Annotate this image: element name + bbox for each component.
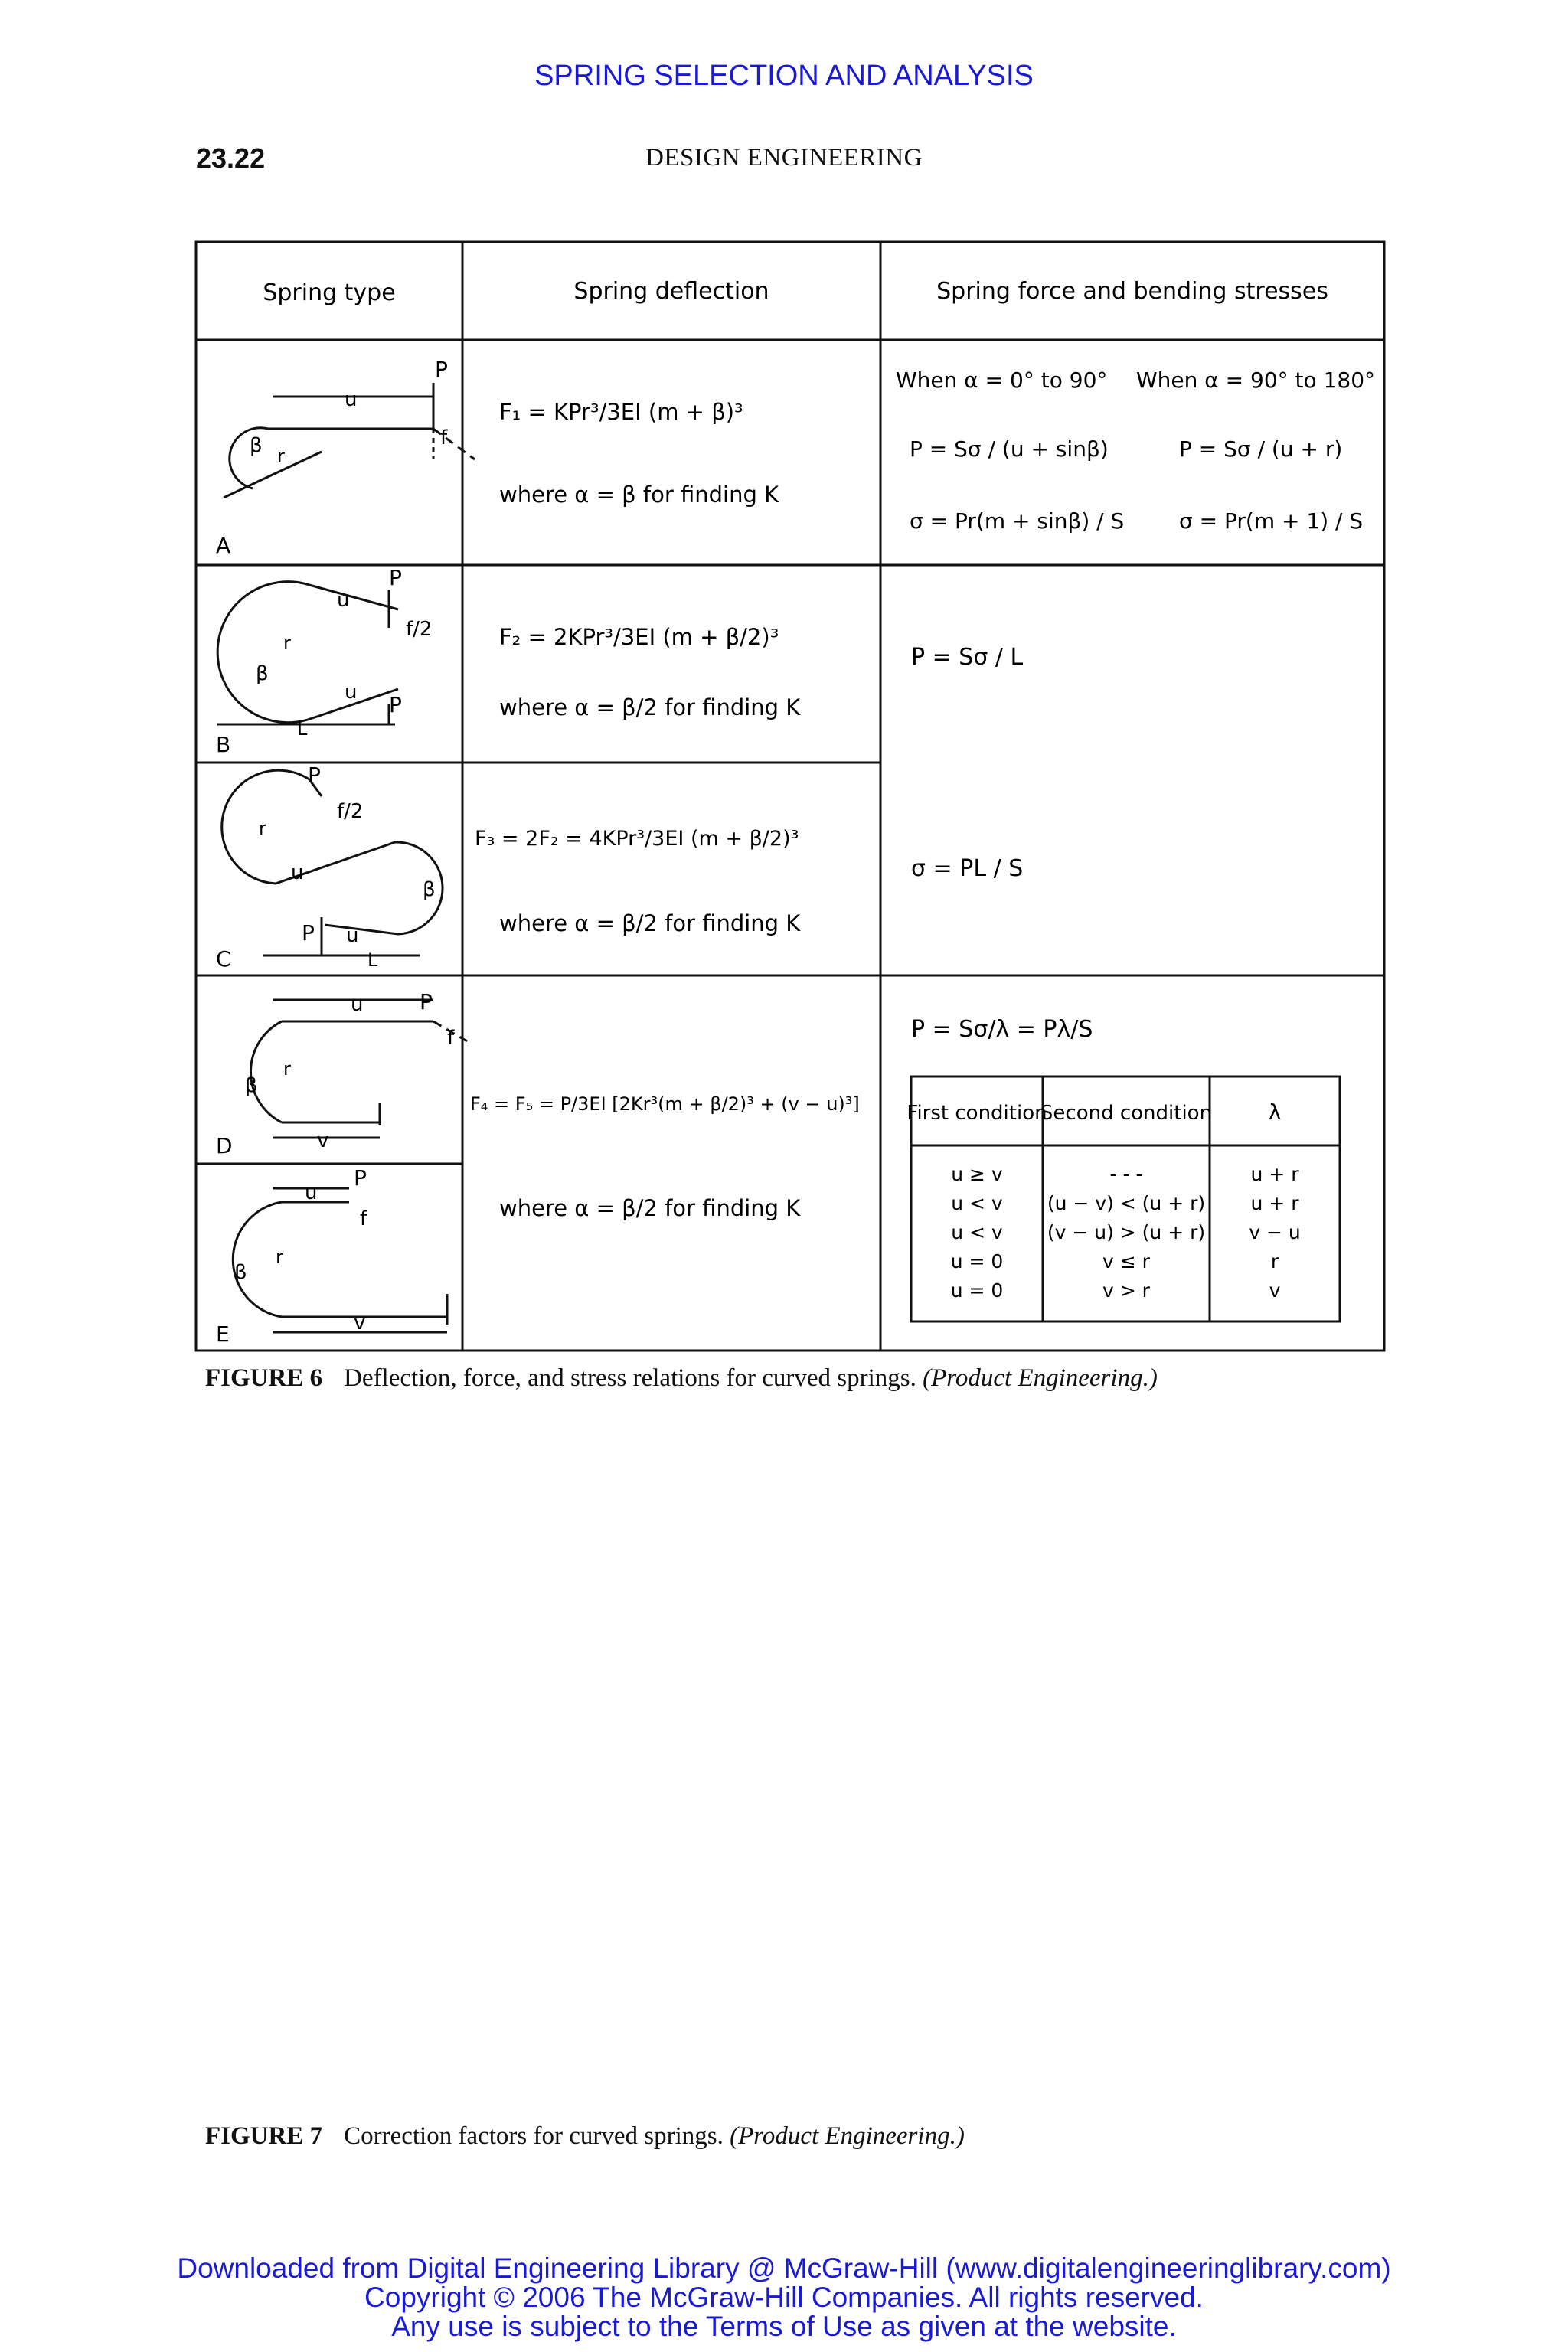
diagram-c-label-f2: f/2	[337, 800, 364, 823]
diagram-d-label-f: f	[447, 1027, 455, 1050]
diagram-d-label-u: u	[351, 993, 364, 1016]
figure-6-caption-text: Deflection, force, and stress relations for curved springs.	[344, 1364, 916, 1392]
diagram-a-label-p: P	[435, 357, 448, 382]
row-label-b: B	[216, 732, 231, 757]
figure-6-caption-source: (Product Engineering.)	[923, 1364, 1158, 1392]
diagram-c-label-l: L	[368, 949, 378, 971]
force-a-right-sigma: σ = Pr(m + 1) / S	[1179, 508, 1364, 534]
lambda-table-cell: u = 0	[950, 1250, 1004, 1272]
diagram-c-label-u-top: u	[291, 861, 304, 884]
lambda-head-lambda: λ	[1268, 1099, 1282, 1125]
force-a-right-p: P = Sσ / (u + r)	[1179, 436, 1343, 462]
diagram-e-label-r: r	[276, 1246, 283, 1268]
diagram-b-label-r: r	[283, 632, 291, 654]
diagram-b-label-f2: f/2	[406, 618, 433, 641]
diagram-a-label-u: u	[345, 388, 358, 411]
deflection-e-note: where α = β/2 for finding K	[499, 1195, 801, 1221]
footer-terms: Any use is subject to the Terms of Use as given at the website.	[391, 2311, 1177, 2342]
lambda-table-cell: u + r	[1250, 1192, 1299, 1214]
lambda-table-cell: (v − u) > (u + r)	[1047, 1221, 1206, 1243]
diagram-e-label-p: P	[354, 1165, 367, 1191]
deflection-c-note: where α = β/2 for finding K	[499, 910, 801, 936]
deflection-c: F₃ = 2F₂ = 4KPr³/3EI (m + β/2)³	[475, 827, 799, 851]
lambda-table-cell: r	[1270, 1250, 1279, 1272]
diagram-c-label-r: r	[259, 818, 266, 839]
figure-7-caption	[205, 2122, 1400, 2151]
footer	[0, 2254, 1568, 2341]
section-head: DESIGN ENGINEERING	[645, 144, 923, 172]
row-label-c: C	[216, 946, 231, 972]
row-label-a: A	[216, 533, 231, 558]
figure-6-caption	[205, 1364, 1400, 1393]
figure-7-caption-label: FIGURE 7	[205, 2122, 323, 2150]
figure-7-caption-text: Correction factors for curved springs.	[344, 2122, 724, 2150]
lambda-table-cell: v − u	[1249, 1221, 1301, 1243]
diagram-e-label-u: u	[305, 1181, 318, 1204]
footer-download-link[interactable]: Downloaded from Digital Engineering Library @ McGraw-Hill (www.digitalengineeringlibrary.com)	[177, 2252, 1391, 2284]
diagram-d-label-v: v	[317, 1129, 329, 1152]
lambda-head-second: Second condition	[1040, 1102, 1213, 1125]
diagram-e-label-beta: β	[234, 1261, 247, 1284]
page-number: 23.22	[196, 142, 266, 174]
lambda-table-cell: u ≥ v	[951, 1163, 1003, 1185]
lambda-table-cell: v	[1269, 1279, 1281, 1302]
row-label-e: E	[216, 1321, 230, 1347]
diagram-c-label-u-bottom: u	[346, 924, 359, 947]
diagram-b-label-u-top: u	[337, 589, 350, 612]
footer-copyright: Copyright © 2006 The McGraw-Hill Companies. All rights reserved.	[364, 2282, 1204, 2313]
deflection-b: F₂ = 2KPr³/3EI (m + β/2)³	[499, 624, 779, 650]
force-a-left-head: When α = 0° to 90°	[896, 368, 1108, 393]
diagram-d-label-r: r	[283, 1058, 291, 1080]
spring-diagram-b	[217, 582, 398, 724]
diagram-b-label-beta: β	[256, 662, 269, 685]
diagram-b-label-l: L	[297, 718, 308, 740]
col-header-type: Spring type	[263, 279, 396, 306]
lambda-table-cell: v > r	[1102, 1279, 1150, 1302]
diagram-a-label-beta: β	[250, 434, 263, 457]
lambda-table-cell: v ≤ r	[1102, 1250, 1150, 1272]
diagram-d-label-p: P	[420, 989, 433, 1014]
diagram-a-label-r: r	[277, 446, 285, 467]
lambda-table-cell: u + r	[1250, 1163, 1299, 1185]
diagram-d-label-beta: β	[245, 1074, 258, 1097]
table-frame	[196, 242, 1384, 1351]
lambda-table-cell: (u − v) < (u + r)	[1047, 1192, 1206, 1214]
lambda-head-first: First condition	[906, 1102, 1047, 1125]
diagram-b-label-p-bottom: P	[389, 692, 402, 717]
col-header-force: Spring force and bending stresses	[936, 278, 1328, 305]
lambda-table-cell: u = 0	[950, 1279, 1004, 1302]
deflection-b-note: where α = β/2 for finding K	[499, 694, 801, 720]
diagram-c-label-beta: β	[423, 878, 436, 901]
lambda-table-cell: - - -	[1109, 1163, 1143, 1185]
diagram-c-label-p-bottom: P	[302, 920, 315, 946]
diagram-b-label-p-top: P	[389, 565, 402, 590]
lambda-table-cell: u < v	[951, 1221, 1003, 1243]
col-header-deflection: Spring deflection	[573, 278, 769, 305]
diagram-c-label-p-top: P	[308, 763, 321, 788]
spring-diagram-c	[222, 770, 443, 956]
force-a-left-sigma: σ = Pr(m + sinβ) / S	[910, 508, 1125, 534]
deflection-de: F₄ = F₅ = P/3EI [2Kr³(m + β/2)³ + (v − u)³]	[470, 1093, 860, 1115]
diagram-b-label-u-bottom: u	[345, 681, 358, 704]
diagram-e-label-v: v	[354, 1312, 366, 1334]
force-de-p: P = Sσ/λ = Pλ/S	[911, 1016, 1093, 1043]
force-a-left-p: P = Sσ / (u + sinβ)	[910, 436, 1109, 462]
force-bc-sigma: σ = PL / S	[911, 855, 1024, 882]
diagram-e-label-f: f	[360, 1207, 368, 1230]
force-bc-p: P = Sσ / L	[911, 644, 1024, 671]
row-label-d: D	[216, 1133, 233, 1158]
figure-7-caption-source: (Product Engineering.)	[730, 2122, 965, 2150]
deflection-a: F₁ = KPr³/3EI (m + β)³	[499, 399, 743, 425]
diagram-a-label-f: f	[440, 426, 448, 449]
force-a-right-head: When α = 90° to 180°	[1136, 368, 1376, 393]
running-head: SPRING SELECTION AND ANALYSIS	[534, 60, 1034, 92]
figure-6-caption-label: FIGURE 6	[205, 1364, 323, 1392]
spring-diagram-e	[233, 1188, 447, 1332]
lambda-table-cell: u < v	[951, 1192, 1003, 1214]
deflection-a-note: where α = β for finding K	[499, 482, 779, 508]
